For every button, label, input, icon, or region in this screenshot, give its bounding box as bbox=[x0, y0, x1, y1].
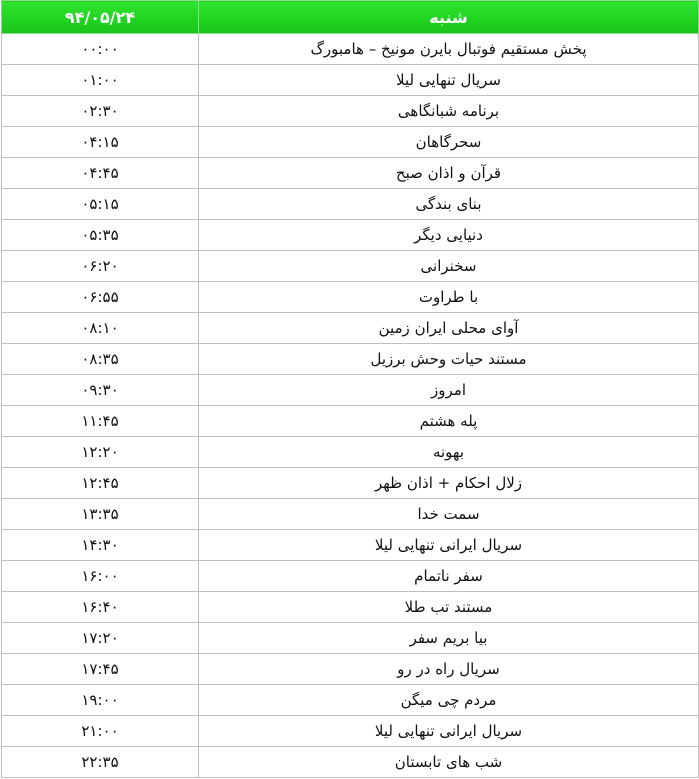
program-time: ۰۸:۱۰ bbox=[2, 313, 199, 344]
program-time: ۱۹:۰۰ bbox=[2, 685, 199, 716]
program-title: بهونه bbox=[199, 437, 699, 468]
table-row bbox=[2, 499, 699, 530]
table-row bbox=[2, 220, 699, 251]
tv-schedule-table bbox=[1, 0, 699, 778]
program-title: برنامه شبانگاهی bbox=[199, 96, 699, 127]
program-time: ۱۷:۴۵ bbox=[2, 654, 199, 685]
program-time: ۰۹:۳۰ bbox=[2, 375, 199, 406]
program-title: دنیایی دیگر bbox=[199, 220, 699, 251]
table-row bbox=[2, 282, 699, 313]
program-time: ۰۱:۰۰ bbox=[2, 65, 199, 96]
table-row bbox=[2, 716, 699, 747]
program-title: بنای بندگی bbox=[199, 189, 699, 220]
program-time: ۱۶:۴۰ bbox=[2, 592, 199, 623]
program-title: سفر ناتمام bbox=[199, 561, 699, 592]
table-row bbox=[2, 251, 699, 282]
program-time: ۰۵:۱۵ bbox=[2, 189, 199, 220]
program-title: بیا بریم سفر bbox=[199, 623, 699, 654]
program-title: شب های تابستان bbox=[199, 747, 699, 778]
program-time: ۱۲:۲۰ bbox=[2, 437, 199, 468]
program-title: سریال ایرانی تنهایی لیلا bbox=[199, 716, 699, 747]
program-title: پله هشتم bbox=[199, 406, 699, 437]
table-row bbox=[2, 561, 699, 592]
day-header: شنبه bbox=[199, 1, 699, 34]
date-header: ۹۴/۰۵/۲۴ bbox=[2, 1, 199, 34]
program-title: زلال احکام + اذان ظهر bbox=[199, 468, 699, 499]
table-row bbox=[2, 468, 699, 499]
table-row bbox=[2, 375, 699, 406]
table-row bbox=[2, 685, 699, 716]
program-time: ۰۶:۵۵ bbox=[2, 282, 199, 313]
table-row bbox=[2, 437, 699, 468]
program-time: ۲۱:۰۰ bbox=[2, 716, 199, 747]
program-title: سریال ایرانی تنهایی لیلا bbox=[199, 530, 699, 561]
program-title: سریال تنهایی لیلا bbox=[199, 65, 699, 96]
program-time: ۰۸:۳۵ bbox=[2, 344, 199, 375]
program-time: ۰۴:۱۵ bbox=[2, 127, 199, 158]
table-row bbox=[2, 127, 699, 158]
table-row bbox=[2, 747, 699, 778]
program-title: با طراوت bbox=[199, 282, 699, 313]
table-row bbox=[2, 96, 699, 127]
program-time: ۰۵:۳۵ bbox=[2, 220, 199, 251]
program-time: ۰۰:۰۰ bbox=[2, 34, 199, 65]
program-time: ۰۲:۳۰ bbox=[2, 96, 199, 127]
table-row bbox=[2, 344, 699, 375]
table-row bbox=[2, 65, 699, 96]
table-row bbox=[2, 592, 699, 623]
program-title: مستند تب طلا bbox=[199, 592, 699, 623]
table-row bbox=[2, 623, 699, 654]
program-time: ۰۶:۲۰ bbox=[2, 251, 199, 282]
program-time: ۲۲:۳۵ bbox=[2, 747, 199, 778]
program-time: ۱۷:۲۰ bbox=[2, 623, 199, 654]
program-title: قرآن و اذان صبح bbox=[199, 158, 699, 189]
program-title: سحرگاهان bbox=[199, 127, 699, 158]
table-row bbox=[2, 158, 699, 189]
program-time: ۱۲:۴۵ bbox=[2, 468, 199, 499]
program-time: ۰۴:۴۵ bbox=[2, 158, 199, 189]
header-row bbox=[2, 1, 699, 34]
program-title: مستند حیات وحش برزیل bbox=[199, 344, 699, 375]
program-title: آوای محلی ایران زمین bbox=[199, 313, 699, 344]
program-time: ۱۳:۳۵ bbox=[2, 499, 199, 530]
program-title: مردم چی میگن bbox=[199, 685, 699, 716]
program-time: ۱۱:۴۵ bbox=[2, 406, 199, 437]
schedule-body bbox=[2, 34, 699, 778]
program-title: سخنرانی bbox=[199, 251, 699, 282]
table-row bbox=[2, 406, 699, 437]
program-title: پخش مستقیم فوتبال بایرن مونیخ – هامبورگ bbox=[199, 34, 699, 65]
program-title: سمت خدا bbox=[199, 499, 699, 530]
table-row bbox=[2, 530, 699, 561]
table-row bbox=[2, 313, 699, 344]
program-time: ۱۴:۳۰ bbox=[2, 530, 199, 561]
program-time: ۱۶:۰۰ bbox=[2, 561, 199, 592]
program-title: سریال راه در رو bbox=[199, 654, 699, 685]
program-title: امروز bbox=[199, 375, 699, 406]
table-row bbox=[2, 189, 699, 220]
table-row bbox=[2, 34, 699, 65]
table-row bbox=[2, 654, 699, 685]
